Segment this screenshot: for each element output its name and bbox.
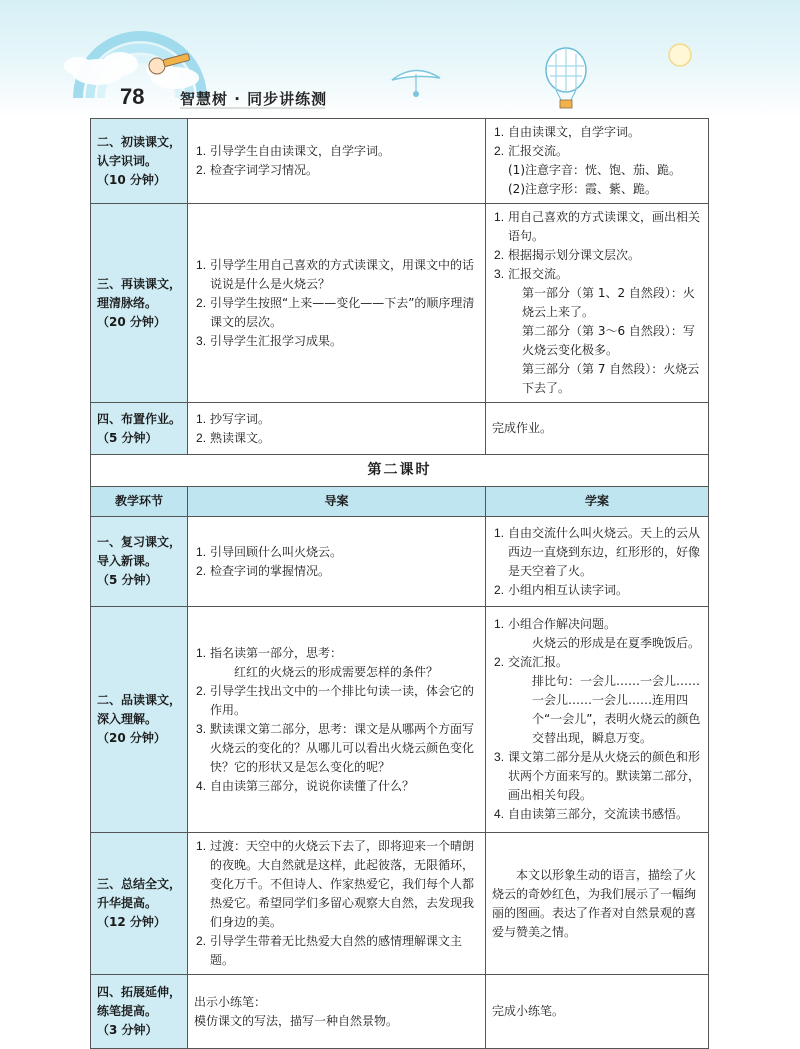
guide-step: 引导学生按照“上来——变化——下去”的顺序理清课文的层次。 — [210, 295, 475, 329]
column-header: 学案 — [486, 487, 709, 517]
guide-step: 检查字词学习情况。 — [210, 163, 319, 177]
guide-cell — [188, 403, 486, 455]
guide-step: 默读课文第二部分，思考：课文是从哪两个方面写火烧云的变化的？从哪儿可以看出火烧云颜色变化快？它的形状又是怎么变化的呢？ — [210, 721, 475, 774]
guide-cell — [188, 204, 486, 403]
study-step-text: 汇报交流。 — [508, 267, 569, 281]
stage-cell — [91, 833, 188, 975]
study-cell — [486, 517, 709, 607]
book-title: 智慧树 · 同步讲练测 — [180, 90, 328, 108]
study-part: 第一部分（第 1、2 自然段）：火烧云上来了。 — [522, 286, 695, 319]
guide-cell — [188, 119, 486, 204]
stage-time: （3 分钟） — [97, 1023, 158, 1037]
study-answer: 火烧云的形成是在夏季晚饭后。 — [532, 636, 701, 650]
guide-step-text: 指名读第一部分，思考： — [210, 645, 343, 660]
section-title: 第二课时 — [91, 455, 709, 487]
column-header: 教学环节 — [91, 487, 188, 517]
stage-name: 二、品读课文，深入理解。 — [97, 693, 182, 726]
stage-time: （12 分钟） — [97, 915, 166, 929]
study-cell: 完成作业。 — [486, 403, 709, 455]
table-row — [91, 119, 709, 204]
stage-time: （10 分钟） — [97, 172, 166, 187]
guide-step: 抄写字词。 — [210, 411, 271, 426]
stage-cell — [91, 607, 188, 833]
study-cell: 本文以形象生动的语言，描绘了火烧云的奇妙红色，为我们展示了一幅绚丽的图画。表达了作者对自然景观的喜爱与赞美之情。 — [486, 833, 709, 975]
stage-name: 三、总结全文，升华提高。 — [97, 877, 182, 910]
table-row — [91, 204, 709, 403]
table-row — [91, 517, 709, 607]
stage-cell — [91, 403, 188, 455]
study-cell — [486, 119, 709, 204]
column-header: 导案 — [188, 487, 486, 517]
study-step — [508, 615, 702, 653]
table-row — [91, 833, 709, 975]
study-step: 课文第二部分是从火烧云的颜色和形状两个方面来写的。默读第二部分，画出相关句段。 — [508, 750, 701, 802]
guide-cell — [188, 833, 486, 975]
guide-step: 引导学生汇报学习成果。 — [210, 333, 343, 348]
guide-step: 引导回顾什么叫火烧云。 — [210, 544, 343, 559]
guide-cell — [188, 517, 486, 607]
stage-name: 三、再读课文，理清脉络。 — [97, 276, 182, 310]
study-step: 自由读第三部分，交流读书感悟。 — [508, 807, 689, 821]
study-cell — [486, 204, 709, 403]
study-step-text: 交流汇报。 — [508, 655, 569, 669]
study-step: 用自己喜欢的方式读课文，画出相关语句。 — [508, 210, 701, 243]
sun-icon — [669, 44, 691, 66]
study-step: 根据揭示划分课文层次。 — [508, 248, 641, 262]
guide-question: 红红的火烧云的形成需要怎样的条件？ — [234, 664, 439, 679]
guide-step: 过渡：天空中的火烧云下去了，即将迎来一个晴朗的夜晚。大自然就是这样，此起彼落，无限循环，变化万千。不但诗人、作家热爱它，我们每个人都热爱它。希望同学们多留心观察大自然，去发现我们身边的美。 — [210, 839, 475, 929]
table-row — [91, 403, 709, 455]
lesson-plan-table — [90, 118, 709, 1049]
stage-cell — [91, 975, 188, 1049]
guide-cell — [188, 607, 486, 833]
table-row — [91, 607, 709, 833]
guide-step: 引导学生用自己喜欢的方式读课文，用课文中的话说说是什么是火烧云？ — [210, 257, 475, 291]
study-step — [508, 142, 702, 199]
study-part: 第二部分（第 3～6 自然段）：写火烧云变化极多。 — [522, 324, 695, 357]
study-answer: 排比句：一会儿……一会儿……一会儿……一会儿……连用四个“一会儿”，表明火烧云的颜色交替出现，瞬息万变。 — [532, 674, 701, 745]
guide-cell — [188, 975, 486, 1049]
stage-name: 一、复习课文，导入新课。 — [97, 535, 182, 568]
stage-name: 四、拓展延伸，练笔提高。 — [97, 985, 182, 1018]
study-step: 自由读课文，自学字词。 — [508, 125, 641, 139]
study-step — [508, 653, 702, 748]
guide-step: 引导学生找出文中的一个排比句读一读，体会它的作用。 — [210, 683, 475, 717]
study-part: 第三部分（第 7 自然段）：火烧云下去了。 — [522, 362, 700, 395]
stage-time: （5 分钟） — [97, 430, 158, 445]
hot-air-balloon-icon — [546, 48, 586, 108]
guide-line: 出示小练笔： — [194, 994, 267, 1009]
study-step: 自由交流什么叫火烧云。天上的云从西边一直烧到东边，红形形的，好像是天空着了火。 — [508, 525, 701, 578]
stage-name: 二、初读课文，认字识词。 — [97, 134, 182, 168]
guide-step: 自由读第三部分，说说你读懂了什么？ — [210, 778, 415, 793]
column-header-row — [91, 487, 709, 517]
study-cell: 完成小练笔。 — [486, 975, 709, 1049]
study-step-text: 汇报交流。 — [508, 144, 569, 158]
hang-glider-icon — [392, 70, 440, 97]
stage-cell — [91, 119, 188, 204]
section-title-row — [91, 455, 709, 487]
page-number: 78 — [120, 84, 145, 109]
study-step-text: 小组合作解决问题。 — [508, 617, 617, 631]
guide-step: 引导学生带着无比热爱大自然的感情理解课文主题。 — [210, 934, 463, 967]
stage-cell — [91, 517, 188, 607]
stage-time: （20 分钟） — [97, 314, 166, 329]
table-row — [91, 975, 709, 1049]
study-sub: (1)注意字音：恍、饱、茄、跪。 — [508, 163, 681, 177]
guide-step — [210, 644, 479, 682]
study-step: 小组内相互认读字词。 — [508, 582, 629, 597]
study-cell — [486, 607, 709, 833]
study-sub: (2)注意字形：霞、紫、跪。 — [508, 182, 657, 196]
stage-time: （20 分钟） — [97, 731, 166, 745]
study-step — [508, 265, 702, 398]
stage-name: 四、布置作业。 — [97, 411, 182, 426]
guide-line: 模仿课文的写法，描写一种自然景物。 — [194, 1013, 399, 1028]
guide-step: 引导学生自由读课文，自学字词。 — [210, 144, 391, 158]
guide-step: 检查字词的掌握情况。 — [210, 563, 331, 578]
stage-time: （5 分钟） — [97, 573, 158, 587]
stage-cell — [91, 204, 188, 403]
guide-step: 熟读课文。 — [210, 430, 271, 445]
